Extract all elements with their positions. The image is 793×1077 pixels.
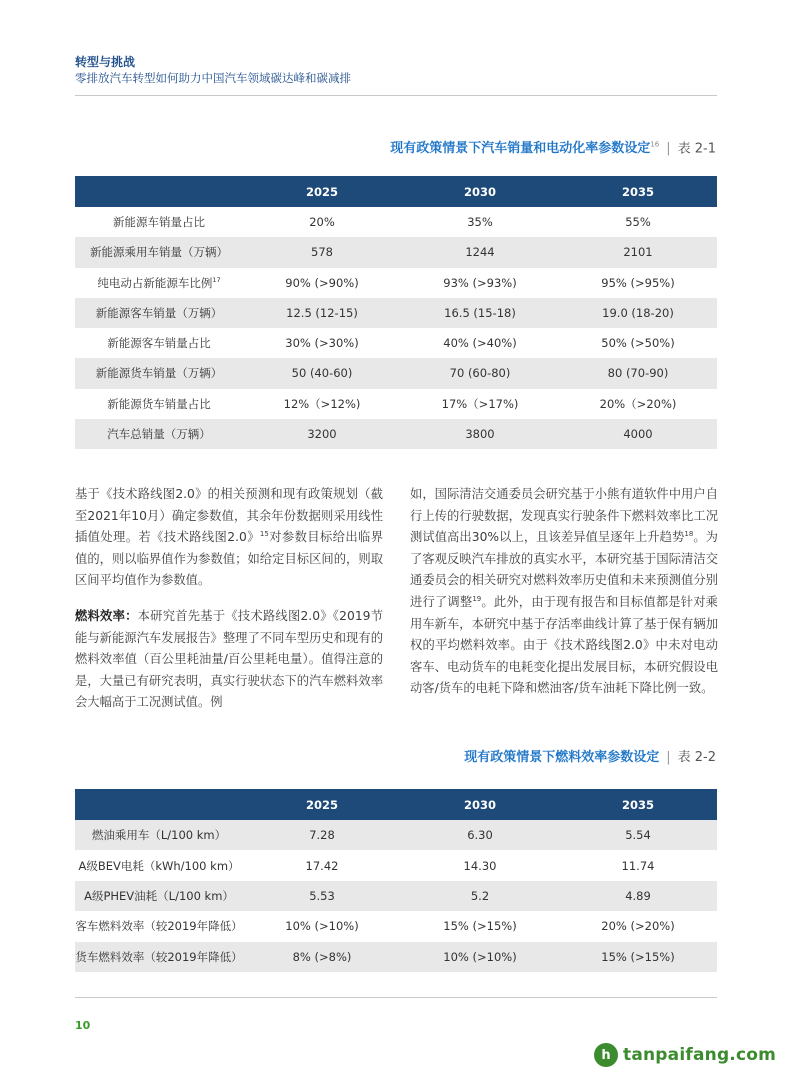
table1-footnote-ref: 16 [650, 141, 660, 149]
row-label: 新能源客车销量（万辆） [75, 298, 243, 328]
row-label: A级PHEV油耗（L/100 km） [75, 881, 243, 911]
row-label: 汽车总销量（万辆） [75, 419, 243, 449]
body-paragraph-1: 基于《技术路线图2.0》的相关预测和现有政策规划（截至2021年10月）确定参数值，其余年份数据则采用线性插值处理。若《技术路线图2.0》$^{15}$对参数目标给出临界值的，则以临界值作为参数值；如给定目标区间的，则取区间平均值作为参数值。 [75, 487, 383, 588]
table-cell: 90% (>90%) [285, 275, 359, 290]
table-cell: 17.42 [305, 858, 339, 873]
table-row [75, 389, 717, 419]
table-row [75, 358, 717, 388]
page-number: 10 [75, 1019, 91, 1032]
table-cell: 40% (>40%) [443, 336, 517, 351]
table-row [75, 328, 717, 358]
row-label: 燃油乘用车（L/100 km） [75, 820, 243, 850]
column-header: 2030 [401, 789, 559, 820]
sales-electrification-table [75, 176, 717, 449]
row-label: 货车燃料效率（较2019年降低） [75, 942, 243, 972]
table-row [75, 850, 717, 880]
caption-separator: | [666, 141, 671, 157]
column-header: 2035 [559, 789, 717, 820]
table-cell: 3200 [243, 419, 401, 449]
table-cell: 10% (>10%) [285, 919, 359, 934]
table-cell: 95% (>95%) [601, 275, 675, 290]
table-cell: 15% (>15%) [559, 942, 717, 972]
table-cell: 80 (70-90) [559, 358, 717, 388]
table-cell: 2101 [559, 237, 717, 267]
watermark [594, 1042, 776, 1068]
row-label: A级BEV电耗（kWh/100 km） [78, 858, 240, 873]
watermark-logo-icon: h [594, 1043, 618, 1067]
table2-title: 现有政策情景下燃料效率参数设定 [464, 750, 660, 765]
table-row [75, 207, 717, 237]
table-cell: 12%（>12%) [283, 396, 361, 411]
table-cell: 35% [467, 215, 493, 230]
paragraph-lead: 燃料效率： [75, 609, 138, 623]
table-cell: 6.30 [401, 820, 559, 850]
report-section-title: 转型与挑战 [75, 55, 136, 69]
footnote-ref: 19 [472, 594, 482, 603]
watermark-text: tanpaifang.com [623, 1045, 777, 1065]
column-header [75, 789, 243, 820]
row-label: 新能源客车销量占比 [107, 336, 211, 351]
table-cell: 3800 [401, 419, 559, 449]
table-row [75, 942, 717, 972]
row-label: 新能源乘用车销量（万辆） [75, 237, 243, 267]
caption-separator: | [666, 750, 671, 765]
body-paragraph-3: 如，国际清洁交通委员会研究基于小熊有道软件中用户自行上传的行驶数据，发现真实行驶条件下燃料效率比工况测试值高出30%以上，且该差异值呈逐年上升趋势$^{18}$。为了客观反映汽车排放的真实水平，本研究基于国际清洁交通委员会的相关研究对燃料效率历史值和未来预测值分别进行了调整$^{19}$。此外，由于现有报告和目标值都是针对乘用车新车，本研究中基于存活率曲线计算了基于保有辆加权的平均燃料效率。由于《技术路线图2.0》中未对电动客车、电动货车的电耗变化提出发展目标，本研究假设电动客/货车的电耗下降和燃油客/货车油耗下降比例一致。 [410, 487, 718, 696]
footnote-ref: 15 [259, 530, 269, 539]
row-label: 新能源货车销量（万辆） [75, 358, 243, 388]
table-cell: 50 (40-60) [243, 358, 401, 388]
table-cell: 30% (>30%) [285, 336, 359, 351]
table-row [75, 237, 717, 267]
table-row [75, 268, 717, 298]
report-subtitle: 零排放汽车转型如何助力中国汽车领域碳达峰和碳减排 [75, 71, 351, 85]
page-header [75, 54, 351, 87]
table-cell: 20%（>20%) [599, 396, 677, 411]
footnote-ref: 18 [684, 530, 694, 539]
table-cell: 14.30 [463, 858, 497, 873]
table-cell: 20% (>20%) [601, 919, 675, 934]
table-cell: 5.2 [401, 881, 559, 911]
row-label: 客车燃料效率（较2019年降低） [75, 919, 243, 934]
row-label: 纯电动占新能源车比例$^{17}$ [97, 275, 221, 290]
table-row [75, 881, 717, 911]
table-cell: 7.28 [243, 820, 401, 850]
table1-caption [390, 136, 716, 158]
table-cell: 1244 [401, 237, 559, 267]
table-cell: 8% (>8%) [243, 942, 401, 972]
table-cell: 4000 [559, 419, 717, 449]
table-row [75, 820, 717, 850]
table-cell: 16.5 (15-18) [401, 298, 559, 328]
column-header: 2030 [401, 176, 559, 207]
table-header-row [75, 176, 717, 207]
column-header: 2025 [243, 789, 401, 820]
row-label: 新能源货车销量占比 [107, 396, 211, 411]
table-cell: 17%（>17%) [441, 396, 519, 411]
table-cell: 70 (60-80) [401, 358, 559, 388]
table-cell: 10% (>10%) [401, 942, 559, 972]
table-cell: 19.0 (18-20) [559, 298, 717, 328]
fuel-efficiency-table [75, 789, 717, 972]
table-cell: 55% [625, 215, 651, 230]
table2-caption [464, 749, 716, 767]
table-cell: 20% [309, 215, 335, 230]
footer-divider [75, 997, 717, 998]
table-cell: 578 [243, 237, 401, 267]
row-label: 新能源车销量占比 [113, 215, 205, 230]
table-cell: 5.53 [243, 881, 401, 911]
header-divider [75, 95, 717, 96]
column-header [75, 176, 243, 207]
table-cell: 4.89 [559, 881, 717, 911]
table-cell: 93% (>93%) [443, 275, 517, 290]
table-cell: 5.54 [559, 820, 717, 850]
table1-title: 现有政策情景下汽车销量和电动化率参数设定$^{16}$ [390, 141, 660, 157]
table2-number: 表 2-2 [677, 750, 716, 765]
table1-number: 表 2-1 [677, 141, 716, 157]
table-row [75, 911, 717, 941]
column-header: 2035 [559, 176, 717, 207]
table-cell: 12.5 (12-15) [243, 298, 401, 328]
column-header: 2025 [243, 176, 401, 207]
table-header-row [75, 789, 717, 820]
table-cell: 50% (>50%) [601, 336, 675, 351]
footnote-ref: 17 [212, 275, 221, 284]
body-paragraph-2: 燃料效率：本研究首先基于《技术路线图2.0》《2019节能与新能源汽车发展报告》整理了不同车型历史和现有的燃料效率值（百公里耗油量/百公里耗电量）。值得注意的是，大量已有研究表明，真实行驶状态下的汽车燃料效率会大幅高于工况测试值。例 [75, 609, 383, 710]
table-cell: 15% (>15%) [443, 919, 517, 934]
table-row [75, 298, 717, 328]
table-row [75, 419, 717, 449]
table-cell: 11.74 [621, 858, 655, 873]
